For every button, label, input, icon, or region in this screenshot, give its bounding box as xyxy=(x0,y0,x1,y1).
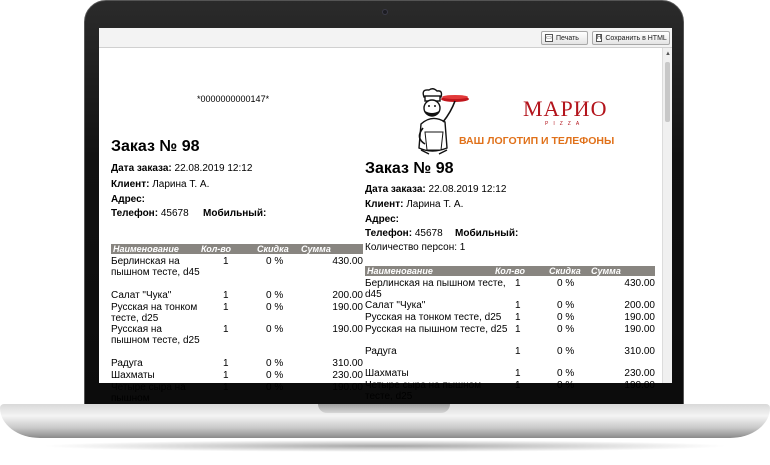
right-persons: Количество персон: 1 xyxy=(365,242,466,253)
print-button-label: Печать xyxy=(556,34,579,42)
logo-brand-sub: PIZZA xyxy=(545,121,585,127)
webcam xyxy=(382,9,388,15)
left-items-header xyxy=(111,244,363,254)
item-qty: 1 xyxy=(515,380,521,391)
html-file-icon: H xyxy=(597,35,602,41)
item-discount: 0 % xyxy=(266,358,284,369)
item-discount: 0 % xyxy=(557,312,575,323)
left-order-date: Дата заказа: 22.08.2019 12:12 xyxy=(111,163,253,174)
item-sum: 310.00 xyxy=(332,358,363,369)
item-name: Берлинская на пышном тесте, d45 xyxy=(365,278,506,300)
item-name: Салат "Чука" xyxy=(111,290,172,301)
item-discount: 0 % xyxy=(266,302,284,313)
right-items-header xyxy=(365,266,655,276)
item-qty: 1 xyxy=(515,368,521,379)
logo-brand-name: МАРИО xyxy=(523,96,608,121)
col-sum: Сумма xyxy=(301,244,331,254)
item-discount: 0 % xyxy=(266,382,284,393)
item-sum: 200.00 xyxy=(332,290,363,301)
left-phone: Телефон: 45678 xyxy=(111,208,189,219)
item-discount: 0 % xyxy=(557,346,575,357)
right-address: Адрес: xyxy=(365,214,399,225)
item-sum: 430.00 xyxy=(332,256,363,267)
item-qty: 1 xyxy=(515,324,521,335)
item-discount: 0 % xyxy=(266,256,284,267)
left-order-title: Заказ № 98 xyxy=(111,138,200,155)
item-discount: 0 % xyxy=(557,368,575,379)
col-discount: Скидка xyxy=(549,266,581,276)
col-qty: Кол-во xyxy=(495,266,525,276)
preview-toolbar xyxy=(99,28,672,48)
item-sum: 200.00 xyxy=(624,300,655,311)
scroll-thumb[interactable] xyxy=(665,62,670,122)
item-qty: 1 xyxy=(223,324,229,335)
item-qty: 1 xyxy=(223,302,229,313)
item-sum: 190.00 xyxy=(624,324,655,335)
item-qty: 1 xyxy=(223,256,229,267)
item-name: Русская на тонком тесте, d25 xyxy=(365,312,502,323)
item-sum: 190.00 xyxy=(624,312,655,323)
item-qty: 1 xyxy=(223,382,229,393)
col-sum: Сумма xyxy=(591,266,621,276)
logo-tagline: ВАШ ЛОГОТИП И ТЕЛЕФОНЫ xyxy=(459,135,615,147)
screen xyxy=(99,28,672,404)
item-sum: 430.00 xyxy=(624,278,655,289)
right-client: Клиент: Ларина Т. А. xyxy=(365,199,464,210)
left-mobile: Мобильный: xyxy=(203,208,267,219)
item-name: Четыре сыра на пышном xyxy=(111,382,186,404)
laptop-notch xyxy=(318,404,450,413)
item-sum: 190.00 xyxy=(332,324,363,335)
item-discount: 0 % xyxy=(557,324,575,335)
item-sum: 190.00 xyxy=(332,302,363,313)
item-name: Берлинская на пышном тесте, d45 xyxy=(111,256,200,278)
item-name: Четыре сыра на пышном тесте, d25 xyxy=(365,380,482,402)
left-client: Клиент: Ларина Т. А. xyxy=(111,179,210,190)
item-qty: 1 xyxy=(223,370,229,381)
scroll-up-arrow-icon[interactable]: ▲ xyxy=(665,51,671,57)
item-sum: 230.00 xyxy=(332,370,363,381)
item-qty: 1 xyxy=(223,290,229,301)
right-phone: Телефон: 45678 xyxy=(365,228,443,239)
item-name: Салат "Чука" xyxy=(365,300,426,311)
laptop-shadow xyxy=(40,440,730,452)
col-discount: Скидка xyxy=(257,244,289,254)
save-html-button-label: Сохранить в HTML xyxy=(605,34,667,42)
item-name: Русская на пышном тесте, d25 xyxy=(365,324,508,335)
item-qty: 1 xyxy=(515,312,521,323)
item-discount: 0 % xyxy=(266,324,284,335)
item-qty: 1 xyxy=(515,278,521,289)
item-discount: 0 % xyxy=(266,290,284,301)
item-name: Шахматы xyxy=(111,370,155,381)
item-name: Русская на тонком тесте, d25 xyxy=(111,302,198,324)
col-name: Наименование xyxy=(113,244,179,254)
item-qty: 1 xyxy=(223,358,229,369)
item-discount: 0 % xyxy=(266,370,284,381)
item-name: Радуга xyxy=(111,358,143,369)
order-barcode: *0000000000147* xyxy=(197,94,270,104)
left-address: Адрес: xyxy=(111,194,145,205)
right-order-title: Заказ № 98 xyxy=(365,160,454,177)
receipt-document xyxy=(99,48,662,404)
right-mobile: Мобильный: xyxy=(455,228,519,239)
print-button[interactable] xyxy=(541,31,588,45)
item-name: Шахматы xyxy=(365,368,409,379)
vertical-scrollbar[interactable] xyxy=(662,48,672,383)
col-qty: Кол-во xyxy=(201,244,231,254)
item-name: Русская на пышном тесте, d25 xyxy=(111,324,200,346)
item-sum: 190.00 xyxy=(624,380,655,391)
item-qty: 1 xyxy=(515,346,521,357)
item-qty: 1 xyxy=(515,300,521,311)
item-sum: 310.00 xyxy=(624,346,655,357)
item-discount: 0 % xyxy=(557,278,575,289)
right-order-date: Дата заказа: 22.08.2019 12:12 xyxy=(365,184,507,195)
col-name: Наименование xyxy=(367,266,433,276)
save-html-button[interactable] xyxy=(592,31,670,45)
item-sum: 230.00 xyxy=(624,368,655,379)
printer-icon: ▭ xyxy=(546,35,552,41)
item-discount: 0 % xyxy=(557,380,575,391)
item-sum: 190.00 xyxy=(332,382,363,393)
item-discount: 0 % xyxy=(557,300,575,311)
item-name: Радуга xyxy=(365,346,397,357)
